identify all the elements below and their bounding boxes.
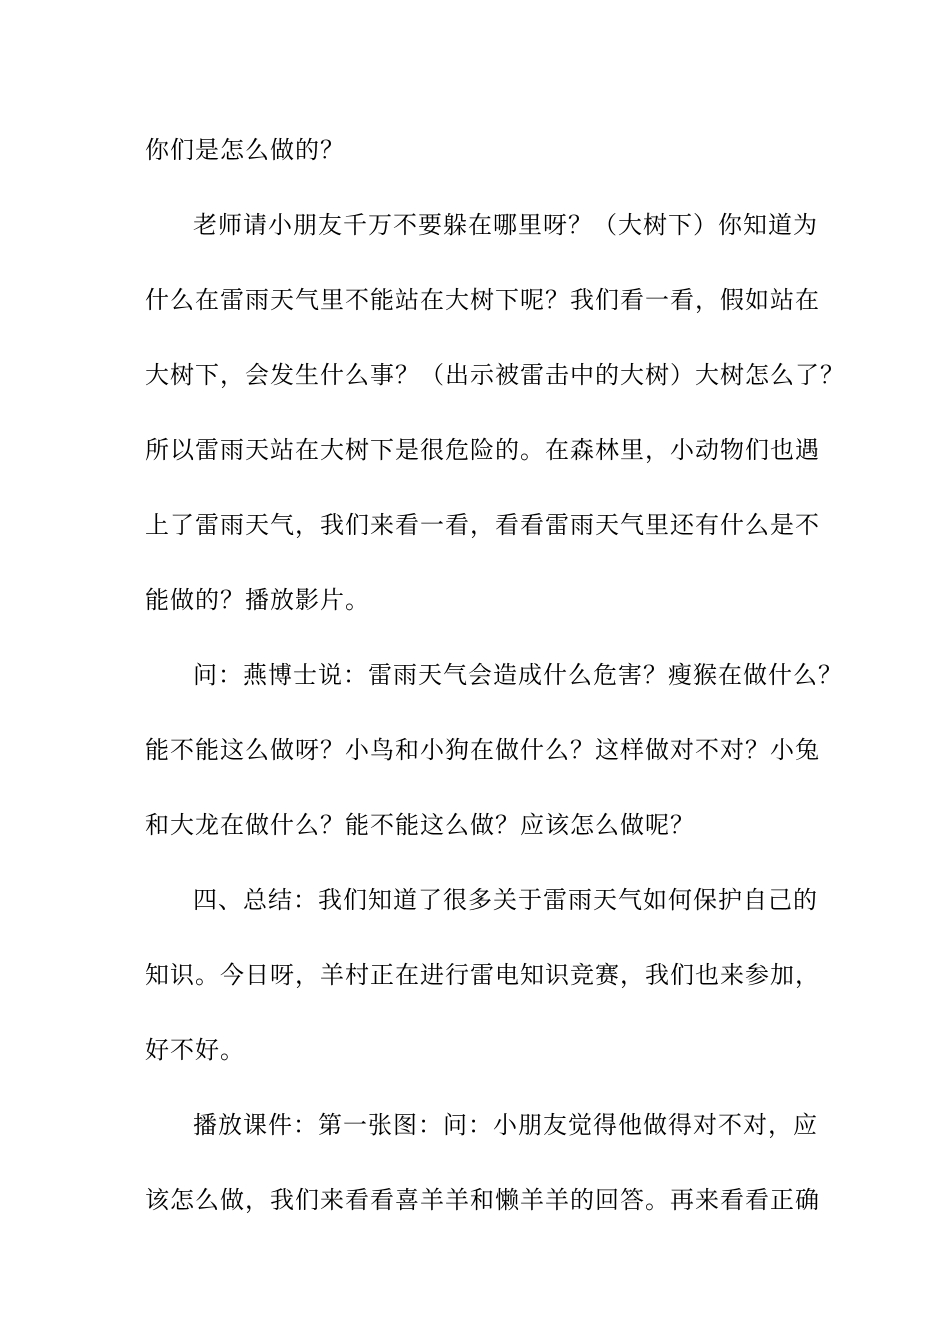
text-line: 和大龙在做什么？能不能这么做？应该怎么做呢？ <box>145 811 695 839</box>
text-line: 什么在雷雨天气里不能站在大树下呢？我们看一看，假如站在 <box>145 286 820 314</box>
text-line: 你们是怎么做的？ <box>145 136 345 164</box>
text-line: 知识。今日呀，羊村正在进行雷电知识竞赛，我们也来参加， <box>145 961 820 989</box>
text-line: 能不能这么做呀？小鸟和小狗在做什么？这样做对不对？小兔 <box>145 736 820 764</box>
text-line: 大树下，会发生什么事？（出示被雷击中的大树）大树怎么了？ <box>145 361 845 389</box>
text-line: 所以雷雨天站在大树下是很危险的。在森林里，小动物们也遇 <box>145 436 820 464</box>
paragraph-start-line: 播放课件：第一张图：问：小朋友觉得他做得对不对，应 <box>193 1111 818 1139</box>
paragraph-start-line: 老师请小朋友千万不要躲在哪里呀？（大树下）你知道为 <box>193 211 818 239</box>
text-line: 该怎么做，我们来看看喜羊羊和懒羊羊的回答。再来看看正确 <box>145 1186 820 1214</box>
text-line: 上了雷雨天气，我们来看一看，看看雷雨天气里还有什么是不 <box>145 511 820 539</box>
text-line: 能做的？播放影片。 <box>145 586 370 614</box>
paragraph-start-line: 问：燕博士说：雷雨天气会造成什么危害？瘦猴在做什么？ <box>193 661 843 689</box>
paragraph-start-line: 四、总结：我们知道了很多关于雷雨天气如何保护自己的 <box>193 886 818 914</box>
text-line: 好不好。 <box>145 1036 245 1064</box>
